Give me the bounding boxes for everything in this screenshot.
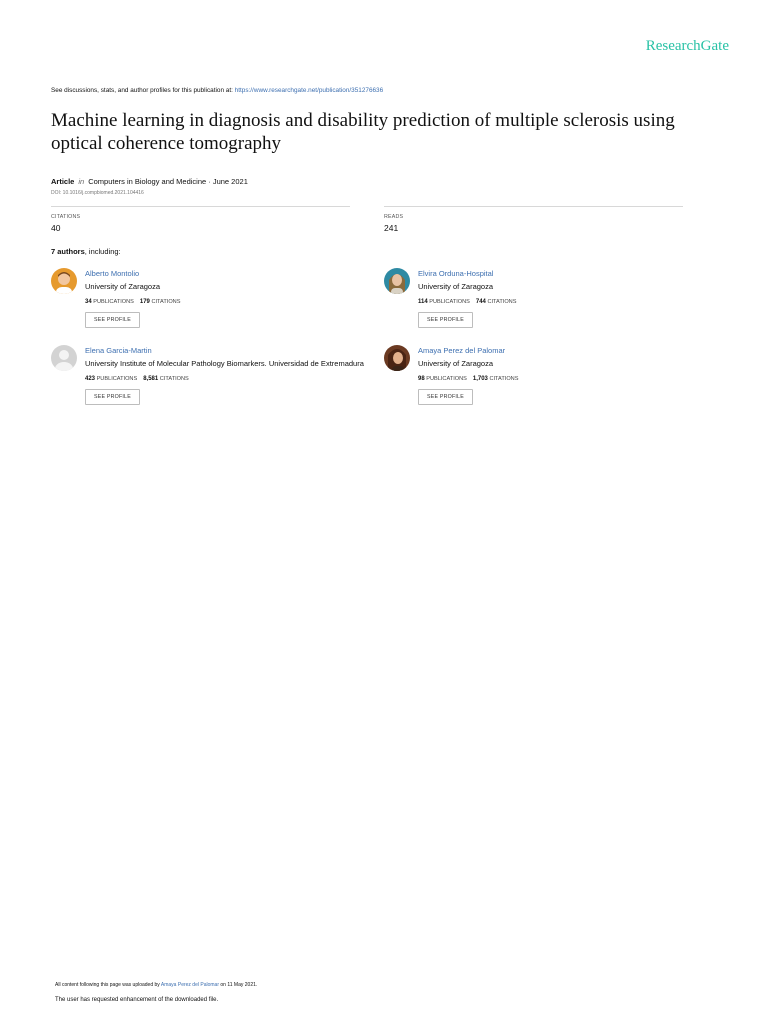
author-stats xyxy=(418,376,718,382)
see-profile-button[interactable]: SEE PROFILE xyxy=(418,389,473,405)
upload-note xyxy=(55,982,257,988)
default-avatar-icon[interactable] xyxy=(51,345,77,371)
uploader-link[interactable]: Amaya Perez del Palomar xyxy=(160,982,219,988)
publications-count: 423 xyxy=(85,376,96,382)
author-name[interactable]: Amaya Perez del Palomar xyxy=(418,346,506,355)
see-profile-button[interactable]: SEE PROFILE xyxy=(85,312,140,328)
see-profile-button[interactable]: SEE PROFILE xyxy=(418,312,473,328)
citations-stat xyxy=(51,206,350,233)
avatar[interactable] xyxy=(51,268,77,294)
reads-stat xyxy=(384,206,683,233)
article-title: Machine learning in diagnosis and disability prediction of multiple sclerosis using optical coherence tomography xyxy=(51,110,675,154)
article-type: Article xyxy=(51,177,75,186)
see-profile-button[interactable]: SEE PROFILE xyxy=(85,389,140,405)
author-card xyxy=(384,268,714,334)
author-name[interactable]: Alberto Montolio xyxy=(85,269,140,278)
author-stats xyxy=(85,376,385,382)
publications-label: PUBLICATIONS xyxy=(96,376,138,382)
reads-label: READS xyxy=(384,214,404,220)
discussion-line xyxy=(51,87,383,94)
publication-link[interactable]: https://www.researchgate.net/publication/351276636 xyxy=(234,87,384,94)
citations-label: CITATIONS xyxy=(51,214,81,220)
author-card xyxy=(384,345,714,411)
upload-suffix: on 11 May 2021. xyxy=(219,982,258,988)
citations-label: CITATIONS xyxy=(487,299,517,305)
citations-label: CITATIONS xyxy=(159,376,189,382)
author-card xyxy=(51,268,381,334)
publications-label: PUBLICATIONS xyxy=(429,299,470,305)
journal-name: Computers in Biology and Medicine · June 2021 xyxy=(88,177,248,186)
publications-label: PUBLICATIONS xyxy=(426,376,467,382)
citations-count: 8,581 xyxy=(143,376,159,382)
publications-label: PUBLICATIONS xyxy=(93,299,134,305)
citations-value: 40 xyxy=(51,223,61,233)
authors-count: 7 authors xyxy=(51,247,85,256)
discussion-text: See discussions, stats, and author profiles for this publication at: xyxy=(51,87,235,94)
author-card xyxy=(51,345,381,411)
publications-count: 98 xyxy=(418,376,425,382)
author-stats xyxy=(85,299,385,305)
citations-count: 179 xyxy=(139,299,150,305)
reads-value: 241 xyxy=(384,223,399,233)
author-name[interactable]: Elena Garcia-Martin xyxy=(85,346,152,355)
citations-label: CITATIONS xyxy=(151,299,181,305)
citations-count: 1,703 xyxy=(472,376,488,382)
publications-count: 114 xyxy=(418,299,428,305)
author-institution: University of Zaragoza xyxy=(85,282,161,291)
upload-prefix: All content following this page was uploaded by xyxy=(55,982,161,988)
avatar[interactable] xyxy=(384,268,410,294)
authors-heading xyxy=(51,247,121,256)
researchgate-logo[interactable]: ResearchGate xyxy=(645,38,729,54)
article-meta xyxy=(51,177,248,186)
author-stats xyxy=(418,299,718,305)
author-institution: University of Zaragoza xyxy=(418,359,494,368)
enhancement-note: The user has requested enhancement of the downloaded file. xyxy=(55,997,219,1003)
in-label: in xyxy=(78,177,85,186)
avatar[interactable] xyxy=(384,345,410,371)
author-institution: University Institute of Molecular Pathology Biomarkers. Universidad de Extremadura xyxy=(85,359,364,368)
authors-suffix: , including: xyxy=(84,247,121,256)
doi: DOI: 10.1016/j.compbiomed.2021.104416 xyxy=(51,190,144,196)
publications-count: 34 xyxy=(85,299,92,305)
author-institution: University of Zaragoza xyxy=(418,282,494,291)
author-name[interactable]: Elvira Orduna-Hospital xyxy=(418,269,494,278)
citations-count: 744 xyxy=(475,299,486,305)
citations-label: CITATIONS xyxy=(489,376,519,382)
